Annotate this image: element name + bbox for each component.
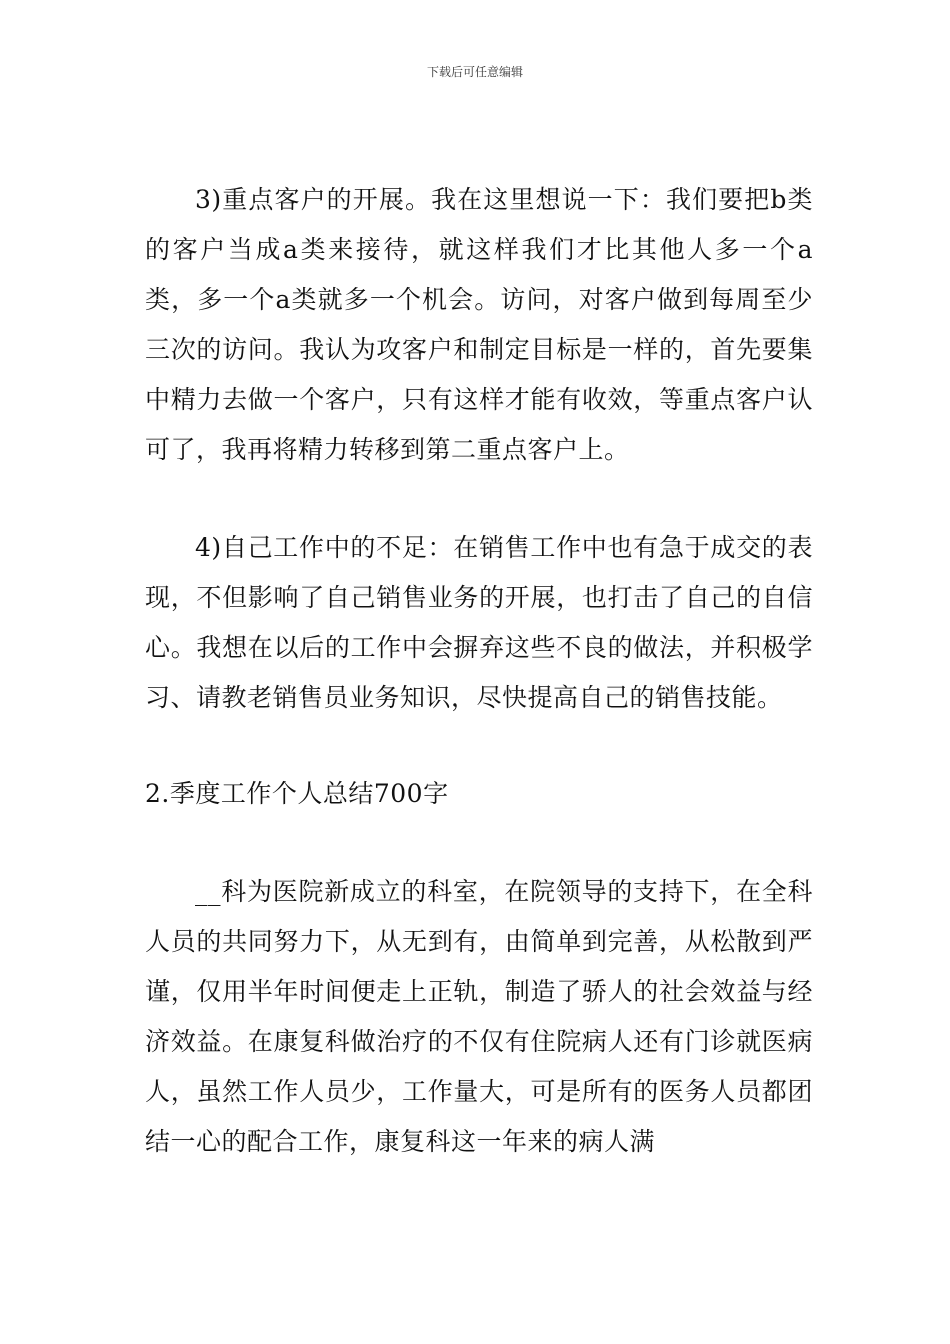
document-body [145, 175, 813, 1167]
paragraph-shortcomings: 4)自己工作中的不足：在销售工作中也有急于成交的表现，不但影响了自己销售业务的开展，也打击了自己的自信心。我想在以后的工作中会摒弃这些不良的做法，并积极学习、请教老销售员业务知识，尽快提高自己的销售技能。 [145, 533, 813, 712]
paragraph-spacer [145, 475, 813, 523]
paragraph-spacer [145, 723, 813, 769]
paragraph-department-summary: __科为医院新成立的科室，在院领导的支持下，在全科人员的共同努力下，从无到有，由简单到完善，从松散到严谨，仅用半年时间便走上正轨，制造了骄人的社会效益与经济效益。在康复科做治疗的不仅有住院病人还有门诊就医病人，虽然工作人员少，工作量大，可是所有的医务人员都团结一心的配合工作，康复科这一年来的病人满 [145, 877, 813, 1156]
page-header: 下载后可任意编辑 [426, 65, 523, 79]
section-heading: 2.季度工作个人总结700字 [145, 779, 449, 808]
paragraph-key-clients: 3)重点客户的开展。我在这里想说一下：我们要把b类的客户当成a类来接待，就这样我们才比其他人多一个a类，多一个a类就多一个机会。访问，对客户做到每周至少三次的访问。我认为攻客户和制定目标是一样的，首先要集中精力去做一个客户，只有这样才能有收效，等重点客户认可了，我再将精力转移到第二重点客户上。 [145, 185, 813, 464]
paragraph-spacer [145, 819, 813, 867]
